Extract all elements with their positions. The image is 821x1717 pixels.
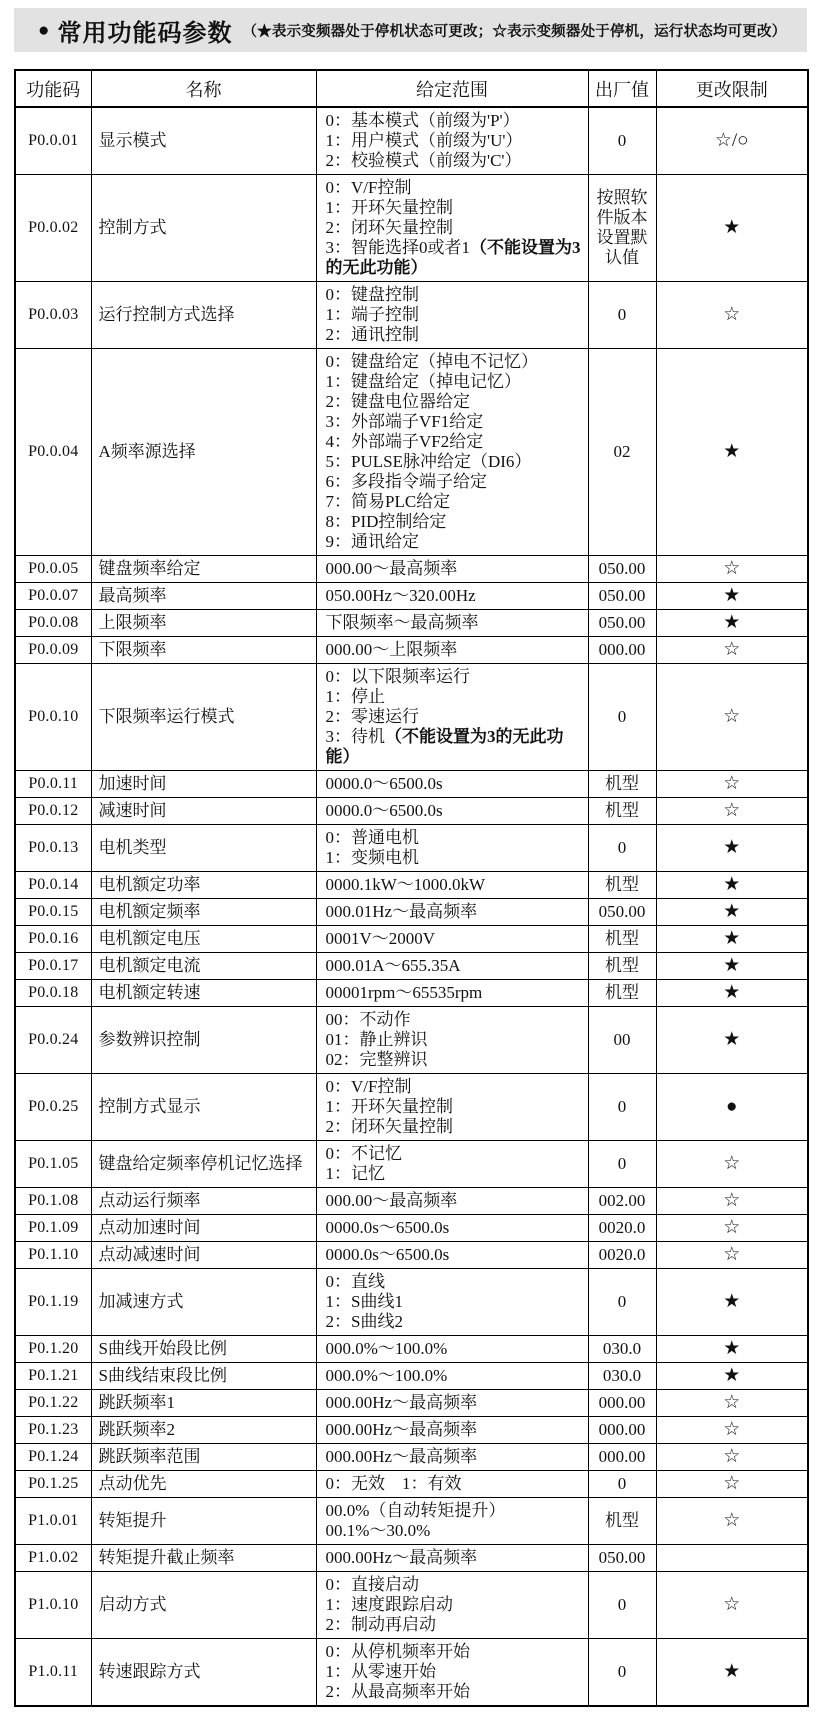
- param-name-cell: 显示模式: [91, 107, 316, 175]
- change-restriction-cell: ★: [656, 175, 808, 282]
- change-restriction-cell: ★: [656, 926, 808, 953]
- function-code-cell: P0.1.10: [15, 1242, 91, 1269]
- factory-value-cell: 02: [588, 349, 656, 556]
- param-name-cell: 跳跃频率范围: [91, 1444, 316, 1471]
- factory-value-cell: 机型: [588, 872, 656, 899]
- change-restriction-cell: ★: [656, 872, 808, 899]
- factory-value-cell: 机型: [588, 771, 656, 798]
- function-code-cell: P0.0.13: [15, 825, 91, 872]
- function-code-cell: P0.0.18: [15, 980, 91, 1007]
- param-range-cell: 0：直接启动 1：速度跟踪启动 2：制动再启动: [316, 1572, 588, 1639]
- function-code-cell: P0.1.19: [15, 1269, 91, 1336]
- table-row: [15, 664, 808, 771]
- function-code-cell: P0.0.04: [15, 349, 91, 556]
- param-name-cell: A频率源选择: [91, 349, 316, 556]
- factory-value-cell: 0: [588, 1639, 656, 1707]
- function-code-cell: P0.0.10: [15, 664, 91, 771]
- param-range-cell: 00：不动作 01：静止辨识 02：完整辨识: [316, 1007, 588, 1074]
- change-restriction-cell: ★: [656, 1007, 808, 1074]
- factory-value-cell: 机型: [588, 1498, 656, 1545]
- function-code-cell: P1.0.01: [15, 1498, 91, 1545]
- param-range-cell: 00.0%（自动转矩提升） 00.1%～30.0%: [316, 1498, 588, 1545]
- col-header-range: 给定范围: [316, 70, 588, 107]
- param-range-cell: 000.00Hz～最高频率: [316, 1444, 588, 1471]
- table-row: [15, 349, 808, 556]
- change-restriction-cell: ☆/○: [656, 107, 808, 175]
- function-code-cell: P0.0.12: [15, 798, 91, 825]
- param-name-cell: 加减速方式: [91, 1269, 316, 1336]
- factory-value-cell: 0020.0: [588, 1215, 656, 1242]
- table-row: [15, 282, 808, 349]
- factory-value-cell: 0: [588, 664, 656, 771]
- factory-value-cell: 0: [588, 825, 656, 872]
- change-restriction-cell: ☆: [656, 1188, 808, 1215]
- function-code-cell: P0.1.25: [15, 1471, 91, 1498]
- table-row: [15, 1269, 808, 1336]
- table-header-row: [15, 70, 808, 107]
- table-row: [15, 1639, 808, 1707]
- section-title-bar: [14, 8, 807, 52]
- param-range-cell: 0：V/F控制 1：开环矢量控制 2：闭环矢量控制 3：智能选择0或者1（不能设置为3的无此功能）: [316, 175, 588, 282]
- param-name-cell: 启动方式: [91, 1572, 316, 1639]
- param-range-cell: 0：无效 1：有效: [316, 1471, 588, 1498]
- function-code-cell: P0.1.08: [15, 1188, 91, 1215]
- factory-value-cell: 000.00: [588, 637, 656, 664]
- factory-value-cell: 0: [588, 1074, 656, 1141]
- function-code-cell: P0.0.14: [15, 872, 91, 899]
- function-code-cell: P0.1.05: [15, 1141, 91, 1188]
- section-title: 常用功能码参数: [57, 20, 233, 47]
- param-range-cell: 0：V/F控制 1：开环矢量控制 2：闭环矢量控制: [316, 1074, 588, 1141]
- param-name-cell: 键盘频率给定: [91, 556, 316, 583]
- change-restriction-cell: ☆: [656, 1242, 808, 1269]
- param-range-cell: 000.00～最高频率: [316, 1188, 588, 1215]
- param-range-cell: 0001V～2000V: [316, 926, 588, 953]
- function-code-cell: P0.1.21: [15, 1363, 91, 1390]
- table-row: [15, 1188, 808, 1215]
- change-restriction-cell: ●: [656, 1074, 808, 1141]
- change-restriction-cell: ☆: [656, 1444, 808, 1471]
- col-header-name: 名称: [91, 70, 316, 107]
- param-range-cell: 0000.0s～6500.0s: [316, 1215, 588, 1242]
- param-name-cell: 电机类型: [91, 825, 316, 872]
- function-code-cell: P0.0.17: [15, 953, 91, 980]
- table-row: [15, 610, 808, 637]
- change-restriction-cell: ★: [656, 899, 808, 926]
- table-row: [15, 953, 808, 980]
- function-code-cell: P0.0.11: [15, 771, 91, 798]
- function-code-cell: P1.0.11: [15, 1639, 91, 1707]
- table-row: [15, 1545, 808, 1572]
- change-restriction-cell: ☆: [656, 1471, 808, 1498]
- param-name-cell: 控制方式显示: [91, 1074, 316, 1141]
- param-range-cell: 0：从停机频率开始 1：从零速开始 2：从最高频率开始: [316, 1639, 588, 1707]
- param-range-cell: 000.0%～100.0%: [316, 1336, 588, 1363]
- param-range-cell: 0000.1kW～1000.0kW: [316, 872, 588, 899]
- table-row: [15, 1471, 808, 1498]
- param-name-cell: S曲线开始段比例: [91, 1336, 316, 1363]
- param-name-cell: 键盘给定频率停机记忆选择: [91, 1141, 316, 1188]
- change-restriction-cell: ☆: [656, 1572, 808, 1639]
- param-range-cell: 0：普通电机 1：变频电机: [316, 825, 588, 872]
- param-name-cell: 转速跟踪方式: [91, 1639, 316, 1707]
- change-restriction-cell: ☆: [656, 664, 808, 771]
- table-row: [15, 1074, 808, 1141]
- param-name-cell: 跳跃频率1: [91, 1390, 316, 1417]
- param-range-cell: 000.00Hz～最高频率: [316, 1545, 588, 1572]
- table-row: [15, 107, 808, 175]
- table-row: [15, 1444, 808, 1471]
- table-row: [15, 1390, 808, 1417]
- table-row: [15, 556, 808, 583]
- function-code-cell: P0.0.03: [15, 282, 91, 349]
- table-row: [15, 1141, 808, 1188]
- param-name-cell: 电机额定频率: [91, 899, 316, 926]
- factory-value-cell: 000.00: [588, 1444, 656, 1471]
- factory-value-cell: 0: [588, 1471, 656, 1498]
- function-code-cell: P0.1.23: [15, 1417, 91, 1444]
- change-restriction-cell: [656, 1545, 808, 1572]
- param-name-cell: 转矩提升: [91, 1498, 316, 1545]
- param-range-cell: 0：键盘控制 1：端子控制 2：通讯控制: [316, 282, 588, 349]
- param-name-cell: 上限频率: [91, 610, 316, 637]
- factory-value-cell: 0: [588, 1572, 656, 1639]
- factory-value-cell: 050.00: [588, 583, 656, 610]
- param-range-cell: 000.00Hz～最高频率: [316, 1390, 588, 1417]
- function-code-cell: P0.1.22: [15, 1390, 91, 1417]
- table-row: [15, 1417, 808, 1444]
- factory-value-cell: 0: [588, 282, 656, 349]
- table-row: [15, 825, 808, 872]
- factory-value-cell: 050.00: [588, 899, 656, 926]
- param-range-cell: 0000.0s～6500.0s: [316, 1242, 588, 1269]
- change-restriction-cell: ☆: [656, 1498, 808, 1545]
- table-row: [15, 1363, 808, 1390]
- factory-value-cell: 0: [588, 1141, 656, 1188]
- factory-value-cell: 0: [588, 1269, 656, 1336]
- param-range-cell: 000.00～最高频率: [316, 556, 588, 583]
- change-restriction-cell: ★: [656, 583, 808, 610]
- table-row: [15, 637, 808, 664]
- param-range-cell: 000.01A～655.35A: [316, 953, 588, 980]
- table-row: [15, 926, 808, 953]
- factory-value-cell: 00: [588, 1007, 656, 1074]
- param-name-cell: 转矩提升截止频率: [91, 1545, 316, 1572]
- table-row: [15, 1498, 808, 1545]
- param-name-cell: 运行控制方式选择: [91, 282, 316, 349]
- param-name-cell: S曲线结束段比例: [91, 1363, 316, 1390]
- change-restriction-cell: ☆: [656, 1390, 808, 1417]
- change-restriction-cell: ☆: [656, 798, 808, 825]
- change-restriction-cell: ☆: [656, 1215, 808, 1242]
- param-range-cell: 0000.0～6500.0s: [316, 771, 588, 798]
- param-range-cell: 0：不记忆 1：记忆: [316, 1141, 588, 1188]
- param-range-cell: 0：基本模式（前缀为'P'） 1：用户模式（前缀为'U'） 2：校验模式（前缀为'C'）: [316, 107, 588, 175]
- factory-value-cell: 050.00: [588, 610, 656, 637]
- param-range-cell: 000.00Hz～最高频率: [316, 1417, 588, 1444]
- param-name-cell: 跳跃频率2: [91, 1417, 316, 1444]
- factory-value-cell: 030.0: [588, 1363, 656, 1390]
- function-code-cell: P0.0.08: [15, 610, 91, 637]
- param-name-cell: 电机额定转速: [91, 980, 316, 1007]
- function-code-cell: P0.0.02: [15, 175, 91, 282]
- table-row: [15, 1572, 808, 1639]
- factory-value-cell: 050.00: [588, 556, 656, 583]
- table-row: [15, 872, 808, 899]
- col-header-factory-value: 出厂值: [588, 70, 656, 107]
- table-row: [15, 1242, 808, 1269]
- param-name-cell: 参数辨识控制: [91, 1007, 316, 1074]
- param-name-cell: 电机额定电压: [91, 926, 316, 953]
- factory-value-cell: 030.0: [588, 1336, 656, 1363]
- change-restriction-cell: ★: [656, 1363, 808, 1390]
- change-restriction-cell: ★: [656, 349, 808, 556]
- factory-value-cell: 0020.0: [588, 1242, 656, 1269]
- factory-value-cell: 机型: [588, 926, 656, 953]
- function-code-cell: P0.0.01: [15, 107, 91, 175]
- col-header-change-restriction: 更改限制: [656, 70, 808, 107]
- param-range-cell: 00001rpm～65535rpm: [316, 980, 588, 1007]
- factory-value-cell: 机型: [588, 953, 656, 980]
- param-range-cell: 0000.0～6500.0s: [316, 798, 588, 825]
- param-range-cell: 0：键盘给定（掉电不记忆） 1：键盘给定（掉电记忆） 2：键盘电位器给定 3：外部端子VF1给定 4：外部端子VF2给定 5：PULSE脉冲给定（DI6） 6：多段指令端子给定 7：简易PLC给定 8：PID控制给定 9：通讯给定: [316, 349, 588, 556]
- function-code-cell: P1.0.10: [15, 1572, 91, 1639]
- table-row: [15, 771, 808, 798]
- change-restriction-cell: ☆: [656, 771, 808, 798]
- change-restriction-cell: ★: [656, 610, 808, 637]
- change-restriction-cell: ★: [656, 1269, 808, 1336]
- change-restriction-cell: ☆: [656, 637, 808, 664]
- change-restriction-cell: ★: [656, 1639, 808, 1707]
- param-range-cell: 0：以下限频率运行 1：停止 2：零速运行 3：待机（不能设置为3的无此功能）: [316, 664, 588, 771]
- function-code-cell: P0.1.09: [15, 1215, 91, 1242]
- param-name-cell: 下限频率: [91, 637, 316, 664]
- param-name-cell: 最高频率: [91, 583, 316, 610]
- change-restriction-cell: ☆: [656, 556, 808, 583]
- table-row: [15, 980, 808, 1007]
- change-restriction-cell: ☆: [656, 1417, 808, 1444]
- change-restriction-cell: ★: [656, 825, 808, 872]
- table-row: [15, 1215, 808, 1242]
- param-range-cell: 000.0%～100.0%: [316, 1363, 588, 1390]
- function-code-cell: P0.0.07: [15, 583, 91, 610]
- change-restriction-cell: ☆: [656, 282, 808, 349]
- function-code-cell: P0.0.15: [15, 899, 91, 926]
- change-restriction-cell: ☆: [656, 1141, 808, 1188]
- table-row: [15, 583, 808, 610]
- change-restriction-cell: ★: [656, 1336, 808, 1363]
- table-row: [15, 798, 808, 825]
- table-row: [15, 1007, 808, 1074]
- factory-value-cell: 0: [588, 107, 656, 175]
- param-range-cell: 000.01Hz～最高频率: [316, 899, 588, 926]
- function-code-cell: P0.1.24: [15, 1444, 91, 1471]
- param-name-cell: 电机额定电流: [91, 953, 316, 980]
- factory-value-cell: 050.00: [588, 1545, 656, 1572]
- change-restriction-cell: ★: [656, 953, 808, 980]
- function-code-cell: P0.0.24: [15, 1007, 91, 1074]
- function-code-cell: P1.0.02: [15, 1545, 91, 1572]
- param-name-cell: 点动加速时间: [91, 1215, 316, 1242]
- function-code-cell: P0.0.09: [15, 637, 91, 664]
- param-range-cell: 000.00～上限频率: [316, 637, 588, 664]
- param-range-cell: 下限频率～最高频率: [316, 610, 588, 637]
- table-row: [15, 1336, 808, 1363]
- parameter-table: [14, 69, 809, 1707]
- param-name-cell: 电机额定功率: [91, 872, 316, 899]
- change-restriction-cell: ★: [656, 980, 808, 1007]
- function-code-cell: P0.1.20: [15, 1336, 91, 1363]
- param-range-cell: 050.00Hz～320.00Hz: [316, 583, 588, 610]
- param-name-cell: 点动运行频率: [91, 1188, 316, 1215]
- param-name-cell: 减速时间: [91, 798, 316, 825]
- param-name-cell: 加速时间: [91, 771, 316, 798]
- factory-value-cell: 000.00: [588, 1390, 656, 1417]
- bullet-icon: ●: [38, 19, 50, 41]
- table-row: [15, 899, 808, 926]
- section-title-note: （★表示变频器处于停机状态可更改；☆表示变频器处于停机，运行状态均可更改）: [242, 23, 787, 40]
- factory-value-cell: 002.00: [588, 1188, 656, 1215]
- function-code-cell: P0.0.25: [15, 1074, 91, 1141]
- function-code-cell: P0.0.05: [15, 556, 91, 583]
- param-name-cell: 控制方式: [91, 175, 316, 282]
- param-name-cell: 点动减速时间: [91, 1242, 316, 1269]
- factory-value-cell: 机型: [588, 798, 656, 825]
- function-code-cell: P0.0.16: [15, 926, 91, 953]
- param-name-cell: 下限频率运行模式: [91, 664, 316, 771]
- param-range-cell: 0：直线 1：S曲线1 2：S曲线2: [316, 1269, 588, 1336]
- factory-value-cell: 机型: [588, 980, 656, 1007]
- table-row: [15, 175, 808, 282]
- param-name-cell: 点动优先: [91, 1471, 316, 1498]
- col-header-function-code: 功能码: [15, 70, 91, 107]
- factory-value-cell: 按照软件版本设置默认值: [588, 175, 656, 282]
- factory-value-cell: 000.00: [588, 1417, 656, 1444]
